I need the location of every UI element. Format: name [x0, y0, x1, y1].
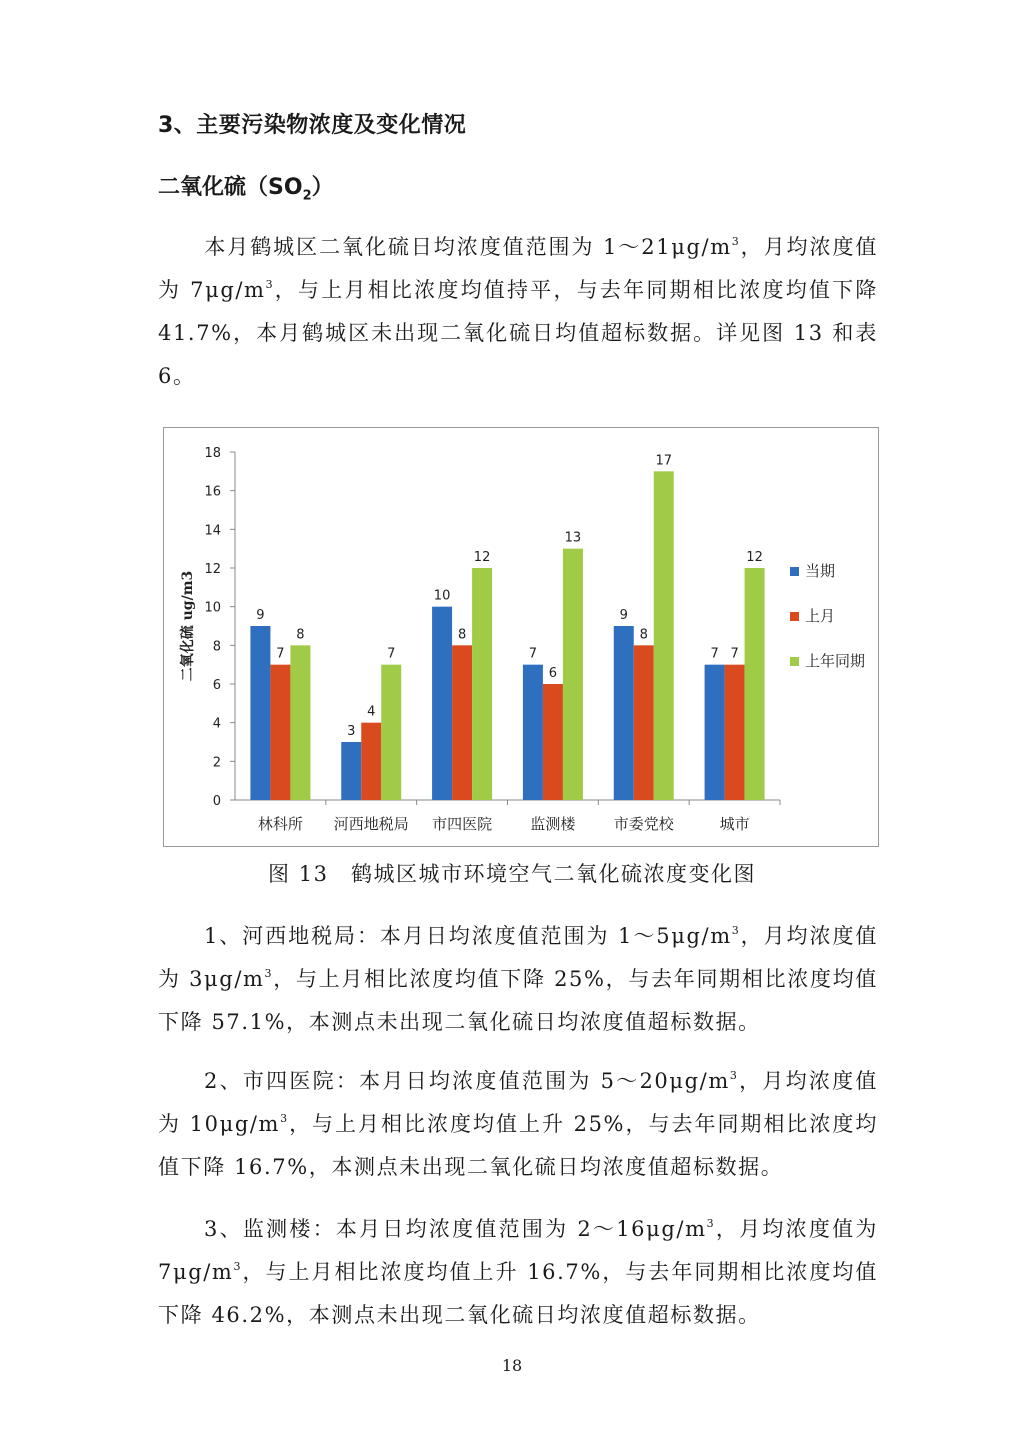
item-1-text-b: ，月均浓度值为 3μg/m [158, 924, 878, 991]
category-label: 林科所 [257, 815, 303, 833]
category-label: 河西地税局 [333, 815, 409, 833]
data-label: 7 [387, 646, 396, 662]
bar [270, 665, 290, 800]
data-label: 7 [276, 646, 285, 662]
bar [452, 645, 472, 800]
bar [250, 626, 270, 800]
bar [381, 665, 401, 800]
subsection-suffix: ） [311, 175, 334, 200]
legend-swatch [790, 567, 799, 576]
so2-bar-chart [163, 427, 879, 847]
item-paragraph-3 [158, 1208, 878, 1337]
bar [725, 665, 745, 800]
y-tick-label: 12 [204, 562, 221, 577]
subsection-subscript: 2 [302, 188, 312, 204]
item-3-sup-a: 3 [706, 1217, 716, 1230]
item-1-sup-a: 3 [731, 924, 741, 937]
bar [705, 665, 725, 800]
data-label: 7 [528, 646, 538, 662]
data-label: 12 [473, 550, 491, 565]
intro-sup-1: 3 [731, 235, 741, 248]
bar [614, 626, 634, 800]
item-1-sup-b: 3 [264, 967, 274, 980]
y-tick-label: 2 [212, 755, 221, 771]
category-label: 市委党校 [613, 815, 674, 833]
legend-swatch [790, 657, 799, 666]
intro-paragraph [158, 226, 878, 398]
bar [341, 742, 361, 800]
item-2-text-b: ，月均浓度值为 10μg/m [158, 1069, 879, 1136]
y-tick-label: 10 [204, 600, 221, 616]
item-paragraph-1 [158, 915, 878, 1044]
y-tick-label: 0 [212, 794, 221, 809]
intro-text-2: ，月均浓度值为 7μg/m [158, 235, 878, 302]
intro-text-1: 本月鹤城区二氧化硫日均浓度值范围为 1～21μg/m [204, 235, 732, 259]
bar [432, 607, 452, 800]
item-2-text-a: 2、市四医院：本月日均浓度值范围为 5～20μg/m [204, 1069, 730, 1093]
y-tick-label: 4 [212, 716, 221, 732]
legend-swatch [790, 612, 799, 621]
data-label: 10 [433, 588, 451, 604]
bar [745, 568, 765, 800]
y-tick-label: 8 [212, 639, 221, 655]
item-1-text-a: 1、河西地税局：本月日均浓度值范围为 1～5μg/m [204, 924, 732, 948]
y-tick-label: 14 [204, 523, 221, 539]
legend-label: 上月 [805, 607, 836, 625]
data-label: 17 [655, 453, 673, 469]
subsection-prefix: 二氧化硫（SO [158, 175, 303, 200]
intro-text-3: ，与上月相比浓度均值持平，与去年同期相比浓度均值下降 41.7%，本月鹤城区未出现二氧化硫日均值超标数据。详见图 13 和表 6。 [158, 278, 878, 388]
bar [290, 645, 310, 800]
data-label: 13 [564, 530, 582, 546]
data-label: 7 [710, 646, 719, 662]
intro-sup-2: 3 [265, 278, 275, 291]
category-label: 城市 [719, 815, 750, 833]
category-label: 监测楼 [530, 815, 576, 833]
item-1-text-c: ，与上月相比浓度均值下降 25%，与去年同期相比浓度均值下降 57.1%，本测点未出现二氧化硫日均浓度值超标数据。 [158, 967, 878, 1034]
item-2-text-c: ，与上月相比浓度均值上升 25%，与去年同期相比浓度均值下降 16.7%，本测点未出现二氧化硫日均浓度值超标数据。 [158, 1112, 878, 1179]
category-label: 市四医院 [432, 815, 493, 833]
bar [634, 645, 654, 800]
bar [472, 568, 492, 800]
legend-label: 当期 [805, 562, 836, 580]
data-label: 9 [619, 608, 628, 623]
data-label: 8 [296, 627, 305, 643]
y-tick-label: 6 [212, 678, 221, 693]
data-label: 8 [457, 627, 467, 643]
section-title: 3、主要污染物浓度及变化情况 [158, 113, 467, 138]
page-number: 18 [501, 1356, 523, 1375]
y-tick-label: 16 [204, 484, 221, 500]
bar [654, 471, 674, 800]
item-3-sup-b: 3 [233, 1260, 243, 1273]
item-3-text-b: ，月均浓度值为 7μg/m [158, 1217, 878, 1284]
chart-svg [164, 428, 878, 846]
data-label: 3 [347, 724, 356, 739]
item-2-sup-a: 3 [729, 1069, 739, 1082]
subsection-title [158, 170, 334, 203]
bar [563, 549, 583, 800]
bar [523, 665, 543, 800]
data-label: 8 [639, 627, 648, 643]
data-label: 12 [746, 550, 763, 565]
data-label: 6 [548, 666, 558, 681]
item-2-sup-b: 3 [280, 1112, 289, 1125]
item-3-text-a: 3、监测楼：本月日均浓度值范围为 2～16μg/m [204, 1217, 707, 1241]
figure-caption: 图 13 鹤城区城市环境空气二氧化硫浓度变化图 [268, 862, 756, 886]
bar [543, 684, 563, 800]
y-tick-label: 18 [204, 446, 221, 461]
item-3-text-c: ，与上月相比浓度均值上升 16.7%，与去年同期相比浓度均值下降 46.2%，本测点未出现二氧化硫日均浓度值超标数据。 [158, 1260, 878, 1327]
item-paragraph-2 [158, 1060, 878, 1189]
y-axis-label: 二氧化硫 ug/m3 [180, 570, 196, 682]
data-label: 4 [367, 704, 376, 720]
legend-label: 上年同期 [805, 652, 866, 670]
data-label: 7 [730, 646, 739, 662]
data-label: 9 [256, 608, 265, 623]
bar [361, 723, 381, 800]
